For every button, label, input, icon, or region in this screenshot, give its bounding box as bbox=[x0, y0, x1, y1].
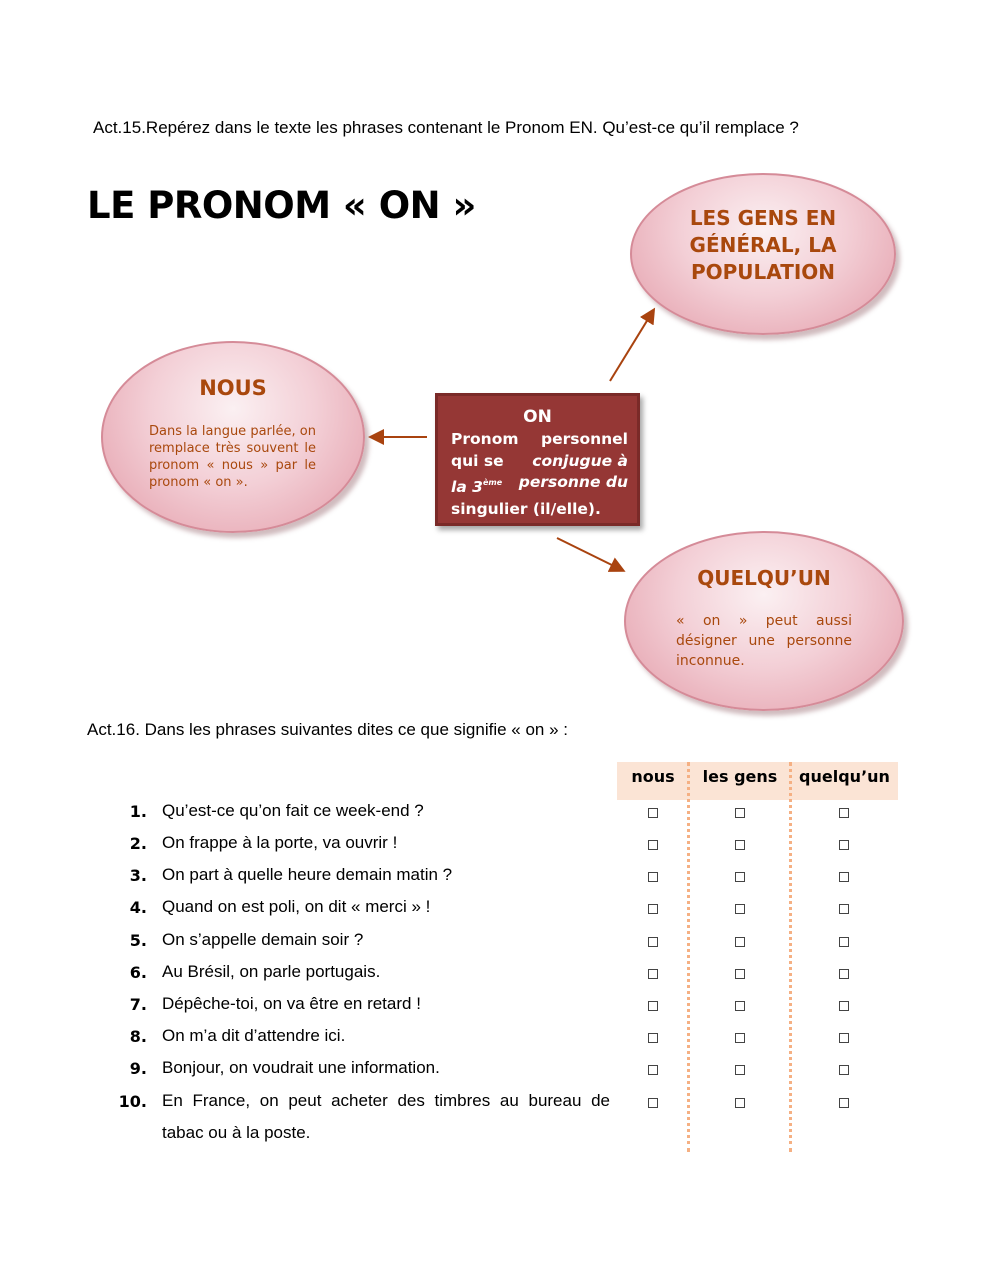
bubble-les-gens-title-line2: GÉNÉRAL, LA bbox=[689, 233, 837, 257]
page-title: LE PRONOM « ON » bbox=[87, 184, 476, 227]
checkbox-nous[interactable] bbox=[648, 872, 658, 882]
center-line3-b: personne du bbox=[518, 473, 628, 491]
center-line1-b: personnel bbox=[540, 430, 628, 448]
item-number: 6. bbox=[129, 963, 147, 982]
checkbox-quelquun[interactable] bbox=[839, 840, 849, 850]
bubble-quelquun bbox=[624, 531, 904, 711]
checkbox-nous[interactable] bbox=[648, 904, 658, 914]
checkbox-nous[interactable] bbox=[648, 1098, 658, 1108]
column-header-quelquun: quelqu’un bbox=[791, 762, 898, 800]
arrow-to-quelquun bbox=[557, 538, 622, 570]
checkbox-quelquun[interactable] bbox=[839, 808, 849, 818]
checkbox-nous[interactable] bbox=[648, 1001, 658, 1011]
bubble-les-gens-title-line1: LES GENS EN bbox=[689, 206, 837, 230]
item-sentence: On m’a dit d’attendre ici. bbox=[162, 1026, 346, 1045]
center-title: ON bbox=[523, 407, 552, 427]
center-line3-sup: ème bbox=[482, 478, 503, 487]
center-line2-b: conjugue à bbox=[532, 451, 628, 470]
item-sentence: Bonjour, on voudrait une information. bbox=[162, 1058, 440, 1077]
checkbox-quelquun[interactable] bbox=[839, 1001, 849, 1011]
checkbox-les-gens[interactable] bbox=[735, 1098, 745, 1108]
checkbox-nous[interactable] bbox=[648, 840, 658, 850]
bubble-quelquun-text: « on » peut aussi désigner une personne inconnue. bbox=[676, 613, 852, 669]
checkbox-les-gens[interactable] bbox=[735, 904, 745, 914]
checkbox-les-gens[interactable] bbox=[735, 1033, 745, 1043]
item-number: 5. bbox=[129, 931, 147, 950]
center-line1-a: Pronom bbox=[451, 430, 519, 448]
arrow-to-gens bbox=[610, 311, 653, 381]
bubble-nous-title: NOUS bbox=[199, 376, 267, 400]
checkbox-quelquun[interactable] bbox=[839, 937, 849, 947]
activity-16-instruction: Act.16. Dans les phrases suivantes dites ce que signifie « on » : bbox=[87, 720, 568, 739]
item-sentence: Qu’est-ce qu’on fait ce week-end ? bbox=[162, 801, 424, 820]
checkbox-les-gens[interactable] bbox=[735, 840, 745, 850]
bubble-les-gens-title-line3: POPULATION bbox=[690, 260, 836, 284]
item-number: 9. bbox=[129, 1059, 147, 1078]
checkbox-nous[interactable] bbox=[648, 937, 658, 947]
checkbox-les-gens[interactable] bbox=[735, 937, 745, 947]
activity-15-instruction: Act.15.Repérez dans le texte les phrases contenant le Pronom EN. Qu’est-ce qu’il remplace ? bbox=[93, 118, 799, 137]
center-line2-a: qui se bbox=[451, 451, 504, 470]
item-number: 8. bbox=[129, 1027, 147, 1046]
item-sentence: En France, on peut acheter des timbres au bureau de tabac ou à la poste. bbox=[162, 1091, 610, 1142]
item-number: 3. bbox=[129, 866, 147, 885]
checkbox-quelquun[interactable] bbox=[839, 1098, 849, 1108]
checkbox-quelquun[interactable] bbox=[839, 1033, 849, 1043]
item-sentence: On frappe à la porte, va ouvrir ! bbox=[162, 833, 398, 852]
item-sentence: Dépêche-toi, on va être en retard ! bbox=[162, 994, 421, 1013]
checkbox-nous[interactable] bbox=[648, 1033, 658, 1043]
checkbox-nous[interactable] bbox=[648, 969, 658, 979]
center-line4: singulier (il/elle). bbox=[451, 499, 601, 518]
checkbox-quelquun[interactable] bbox=[839, 969, 849, 979]
bubble-les-gens bbox=[630, 173, 896, 335]
item-sentence: Au Brésil, on parle portugais. bbox=[162, 962, 381, 981]
checkbox-les-gens[interactable] bbox=[735, 969, 745, 979]
item-number: 7. bbox=[129, 995, 147, 1014]
checkbox-quelquun[interactable] bbox=[839, 872, 849, 882]
checkbox-les-gens[interactable] bbox=[735, 1001, 745, 1011]
checkbox-nous[interactable] bbox=[648, 808, 658, 818]
center-line3-a: la 3 bbox=[451, 478, 483, 496]
bubble-nous-text: Dans la langue parlée, on remplace très souvent le pronom « nous » par le pronom « on ». bbox=[149, 424, 316, 490]
item-number: 4. bbox=[129, 898, 147, 917]
item-number: 10. bbox=[118, 1092, 147, 1111]
item-sentence: On s’appelle demain soir ? bbox=[162, 930, 364, 949]
column-header-les-gens: les gens bbox=[689, 762, 791, 800]
item-number: 2. bbox=[129, 834, 147, 853]
checkbox-nous[interactable] bbox=[648, 1065, 658, 1075]
list-item bbox=[0, 1091, 990, 1142]
center-description bbox=[451, 429, 628, 520]
item-number: 1. bbox=[129, 802, 147, 821]
column-header-nous: nous bbox=[617, 762, 689, 800]
item-sentence: On part à quelle heure demain matin ? bbox=[162, 865, 453, 884]
bubble-nous bbox=[101, 341, 365, 533]
checkbox-les-gens[interactable] bbox=[735, 1065, 745, 1075]
bubble-quelquun-title: QUELQU’UN bbox=[697, 566, 831, 590]
checkbox-quelquun[interactable] bbox=[839, 904, 849, 914]
checkbox-quelquun[interactable] bbox=[839, 1065, 849, 1075]
checkbox-les-gens[interactable] bbox=[735, 808, 745, 818]
center-definition-box bbox=[435, 393, 640, 526]
item-sentence: Quand on est poli, on dit « merci » ! bbox=[162, 897, 431, 916]
checkbox-les-gens[interactable] bbox=[735, 872, 745, 882]
